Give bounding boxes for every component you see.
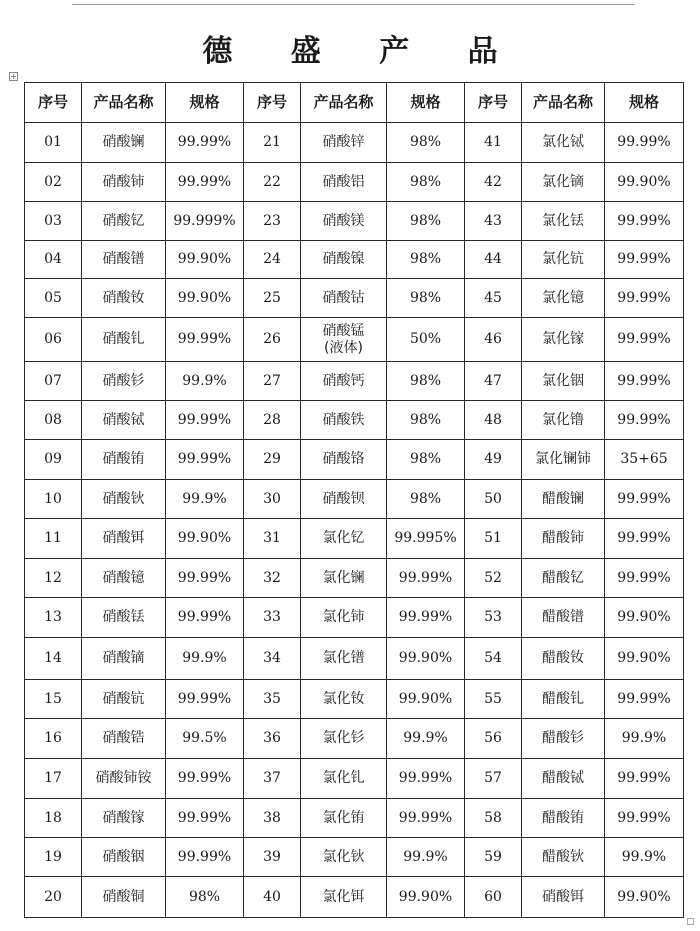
product-name-cell: 硝酸镓	[82, 799, 166, 838]
serial-cell: 21	[244, 123, 301, 163]
product-name-cell: 醋酸钬	[522, 838, 605, 877]
serial-cell: 12	[25, 559, 82, 598]
spec-cell: 99.90%	[605, 638, 684, 680]
product-name-cell: 硝酸镝	[82, 638, 166, 680]
spec-cell: 99.90%	[166, 519, 244, 559]
serial-cell: 26	[244, 318, 301, 362]
spec-cell: 98%	[387, 279, 465, 318]
spec-cell: 50%	[387, 318, 465, 362]
spec-cell: 99.99%	[387, 559, 465, 598]
serial-cell: 27	[244, 362, 301, 401]
product-name-cell: 硝酸镨	[82, 241, 166, 279]
serial-cell: 03	[25, 202, 82, 241]
serial-cell: 22	[244, 163, 301, 202]
serial-cell: 43	[465, 202, 522, 241]
spec-cell: 99.90%	[605, 163, 684, 202]
product-name-cell: 硝酸铥	[82, 598, 166, 638]
spec-cell: 99.99%	[605, 401, 684, 440]
serial-cell: 40	[244, 877, 301, 918]
spec-cell: 99.9%	[605, 719, 684, 759]
product-name-cell: 硝酸铈	[82, 163, 166, 202]
table-row	[25, 202, 684, 241]
spec-cell: 99.995%	[387, 519, 465, 559]
column-header: 规格	[166, 83, 244, 123]
serial-cell: 14	[25, 638, 82, 680]
column-header: 序号	[244, 83, 301, 123]
spec-cell: 98%	[387, 401, 465, 440]
spec-cell: 98%	[387, 362, 465, 401]
product-name-cell: 硝酸钙	[301, 362, 387, 401]
serial-cell: 60	[465, 877, 522, 918]
spec-cell: 99.9%	[166, 638, 244, 680]
serial-cell: 31	[244, 519, 301, 559]
serial-cell: 28	[244, 401, 301, 440]
serial-cell: 30	[244, 480, 301, 519]
spec-cell: 99.99%	[605, 799, 684, 838]
serial-cell: 41	[465, 123, 522, 163]
spec-cell: 99.90%	[605, 877, 684, 918]
spec-cell: 99.99%	[605, 123, 684, 163]
table-body	[25, 123, 684, 918]
column-header: 产品名称	[522, 83, 605, 123]
product-name-cell: 氯化铥	[522, 202, 605, 241]
spec-cell: 99.99%	[166, 163, 244, 202]
table-row	[25, 241, 684, 279]
spec-cell: 98%	[387, 163, 465, 202]
spec-cell: 99.90%	[387, 877, 465, 918]
spec-cell: 99.99%	[387, 799, 465, 838]
table-row	[25, 362, 684, 401]
product-name-cell: 硝酸镍	[301, 241, 387, 279]
serial-cell: 59	[465, 838, 522, 877]
serial-cell: 13	[25, 598, 82, 638]
product-name-cell: 氯化镧	[301, 559, 387, 598]
serial-cell: 57	[465, 759, 522, 799]
product-name-cell: 硝酸钪	[82, 680, 166, 719]
table-row	[25, 318, 684, 362]
column-header: 规格	[387, 83, 465, 123]
product-name-cell: 氯化镨	[301, 638, 387, 680]
serial-cell: 36	[244, 719, 301, 759]
product-table	[24, 82, 684, 918]
column-header: 序号	[25, 83, 82, 123]
spec-cell: 99.99%	[166, 680, 244, 719]
spec-cell: 99.99%	[166, 318, 244, 362]
product-name-cell: 硝酸铒	[82, 519, 166, 559]
table-row	[25, 163, 684, 202]
spec-cell: 99.99%	[166, 440, 244, 480]
spec-cell: 99.99%	[605, 362, 684, 401]
table-row	[25, 559, 684, 598]
product-name-cell: 硝酸镧	[82, 123, 166, 163]
product-name-cell: 硝酸钬	[82, 480, 166, 519]
spec-cell: 99.9%	[605, 838, 684, 877]
product-name-cell: 硝酸锌	[301, 123, 387, 163]
table-row	[25, 877, 684, 918]
product-name-cell: 硝酸锰 (液体)	[301, 318, 387, 362]
product-name-cell: 硝酸铈铵	[82, 759, 166, 799]
product-name-cell: 硝酸锆	[82, 719, 166, 759]
product-name-cell: 硝酸钕	[82, 279, 166, 318]
table-row	[25, 123, 684, 163]
product-name-cell: 氯化铕	[301, 799, 387, 838]
product-name-cell: 硝酸钆	[82, 318, 166, 362]
serial-cell: 34	[244, 638, 301, 680]
table-row	[25, 598, 684, 638]
serial-cell: 39	[244, 838, 301, 877]
serial-cell: 16	[25, 719, 82, 759]
serial-cell: 20	[25, 877, 82, 918]
spec-cell: 99.9%	[387, 719, 465, 759]
spec-cell: 99.99%	[605, 480, 684, 519]
serial-cell: 15	[25, 680, 82, 719]
spec-cell: 98%	[387, 123, 465, 163]
serial-cell: 49	[465, 440, 522, 480]
spec-cell: 99.99%	[605, 680, 684, 719]
spec-cell: 99.99%	[605, 279, 684, 318]
spec-cell: 98%	[387, 440, 465, 480]
serial-cell: 44	[465, 241, 522, 279]
spec-cell: 99.99%	[605, 519, 684, 559]
table-move-handle-icon[interactable]: +	[10, 72, 17, 81]
product-name-cell: 醋酸镧	[522, 480, 605, 519]
spec-cell: 99.5%	[166, 719, 244, 759]
serial-cell: 10	[25, 480, 82, 519]
serial-cell: 17	[25, 759, 82, 799]
product-name-cell: 氯化镱	[522, 279, 605, 318]
table-row	[25, 838, 684, 877]
product-name-cell: 氯化钕	[301, 680, 387, 719]
page-title: 德 盛 产 品	[202, 34, 522, 69]
spec-cell: 99.99%	[166, 598, 244, 638]
product-name-cell: 硝酸铽	[82, 401, 166, 440]
product-name-cell: 氯化钐	[301, 719, 387, 759]
product-name-cell: 氯化铒	[301, 877, 387, 918]
product-name-cell: 氯化钬	[301, 838, 387, 877]
product-name-cell: 硝酸钐	[82, 362, 166, 401]
spec-cell: 99.99%	[605, 759, 684, 799]
table-row	[25, 638, 684, 680]
product-name-cell: 硝酸铕	[82, 440, 166, 480]
spec-cell: 99.9%	[387, 838, 465, 877]
spec-cell: 98%	[166, 877, 244, 918]
spec-cell: 99.90%	[387, 680, 465, 719]
serial-cell: 47	[465, 362, 522, 401]
spec-cell: 99.99%	[605, 241, 684, 279]
product-name-cell: 氯化镥	[522, 401, 605, 440]
spec-cell: 99.999%	[166, 202, 244, 241]
product-name-cell: 硝酸镱	[82, 559, 166, 598]
spec-cell: 99.99%	[166, 799, 244, 838]
product-name-cell: 硝酸铜	[82, 877, 166, 918]
product-name-cell: 硝酸钴	[301, 279, 387, 318]
serial-cell: 38	[244, 799, 301, 838]
serial-cell: 50	[465, 480, 522, 519]
column-header: 规格	[605, 83, 684, 123]
serial-cell: 42	[465, 163, 522, 202]
serial-cell: 02	[25, 163, 82, 202]
spec-cell: 99.99%	[605, 318, 684, 362]
spec-cell: 99.99%	[166, 123, 244, 163]
product-name-cell: 氯化钇	[301, 519, 387, 559]
spec-cell: 99.90%	[605, 598, 684, 638]
product-name-cell: 醋酸钐	[522, 719, 605, 759]
product-name-cell: 硝酸镁	[301, 202, 387, 241]
spec-cell: 98%	[387, 241, 465, 279]
serial-cell: 35	[244, 680, 301, 719]
product-name-cell: 硝酸钇	[82, 202, 166, 241]
serial-cell: 23	[244, 202, 301, 241]
spec-cell: 99.90%	[166, 279, 244, 318]
product-name-cell: 硝酸铝	[301, 163, 387, 202]
spec-cell: 99.99%	[166, 401, 244, 440]
table-row	[25, 401, 684, 440]
serial-cell: 56	[465, 719, 522, 759]
top-rule	[72, 4, 635, 5]
spec-cell: 99.99%	[166, 759, 244, 799]
serial-cell: 58	[465, 799, 522, 838]
product-name-cell: 醋酸铈	[522, 519, 605, 559]
serial-cell: 46	[465, 318, 522, 362]
product-name-cell: 醋酸钇	[522, 559, 605, 598]
spec-cell: 98%	[387, 480, 465, 519]
product-name-cell: 氯化镓	[522, 318, 605, 362]
serial-cell: 33	[244, 598, 301, 638]
serial-cell: 29	[244, 440, 301, 480]
serial-cell: 25	[244, 279, 301, 318]
product-name-cell: 氯化钆	[301, 759, 387, 799]
product-name-cell: 硝酸铬	[301, 440, 387, 480]
spec-cell: 98%	[387, 202, 465, 241]
header-row	[25, 83, 684, 123]
table-row	[25, 799, 684, 838]
product-name-cell: 氯化铟	[522, 362, 605, 401]
serial-cell: 55	[465, 680, 522, 719]
product-name-cell: 醋酸钕	[522, 638, 605, 680]
spec-cell: 99.99%	[387, 598, 465, 638]
spec-cell: 99.9%	[166, 362, 244, 401]
table-row	[25, 279, 684, 318]
serial-cell: 53	[465, 598, 522, 638]
spec-cell: 99.99%	[166, 559, 244, 598]
serial-cell: 18	[25, 799, 82, 838]
spec-cell: 99.90%	[387, 638, 465, 680]
spec-cell: 99.90%	[166, 241, 244, 279]
serial-cell: 07	[25, 362, 82, 401]
serial-cell: 06	[25, 318, 82, 362]
product-name-cell: 氯化铽	[522, 123, 605, 163]
serial-cell: 08	[25, 401, 82, 440]
spec-cell: 99.99%	[605, 559, 684, 598]
spec-cell: 99.99%	[387, 759, 465, 799]
serial-cell: 37	[244, 759, 301, 799]
product-name-cell: 醋酸铽	[522, 759, 605, 799]
table-row	[25, 759, 684, 799]
serial-cell: 19	[25, 838, 82, 877]
product-name-cell: 硝酸钡	[301, 480, 387, 519]
table-row	[25, 719, 684, 759]
product-name-cell: 硝酸铒	[522, 877, 605, 918]
serial-cell: 48	[465, 401, 522, 440]
product-name-cell: 氯化钪	[522, 241, 605, 279]
serial-cell: 45	[465, 279, 522, 318]
serial-cell: 01	[25, 123, 82, 163]
serial-cell: 52	[465, 559, 522, 598]
product-name-cell: 醋酸铕	[522, 799, 605, 838]
product-name-cell: 氯化铈	[301, 598, 387, 638]
spec-cell: 35+65	[605, 440, 684, 480]
product-name-cell: 氯化镧铈	[522, 440, 605, 480]
serial-cell: 09	[25, 440, 82, 480]
serial-cell: 11	[25, 519, 82, 559]
spec-cell: 99.9%	[166, 480, 244, 519]
serial-cell: 51	[465, 519, 522, 559]
product-name-cell: 氯化镝	[522, 163, 605, 202]
spec-cell: 99.99%	[166, 838, 244, 877]
serial-cell: 05	[25, 279, 82, 318]
table-row	[25, 440, 684, 480]
product-name-cell: 醋酸钆	[522, 680, 605, 719]
product-name-cell: 硝酸铁	[301, 401, 387, 440]
product-name-cell: 硝酸铟	[82, 838, 166, 877]
column-header: 产品名称	[301, 83, 387, 123]
column-header: 序号	[465, 83, 522, 123]
serial-cell: 04	[25, 241, 82, 279]
column-header: 产品名称	[82, 83, 166, 123]
serial-cell: 24	[244, 241, 301, 279]
serial-cell: 54	[465, 638, 522, 680]
serial-cell: 32	[244, 559, 301, 598]
table-row	[25, 519, 684, 559]
product-name-cell: 醋酸镨	[522, 598, 605, 638]
resize-handle-icon[interactable]	[687, 918, 694, 925]
table-row	[25, 480, 684, 519]
table-row	[25, 680, 684, 719]
spec-cell: 99.99%	[605, 202, 684, 241]
